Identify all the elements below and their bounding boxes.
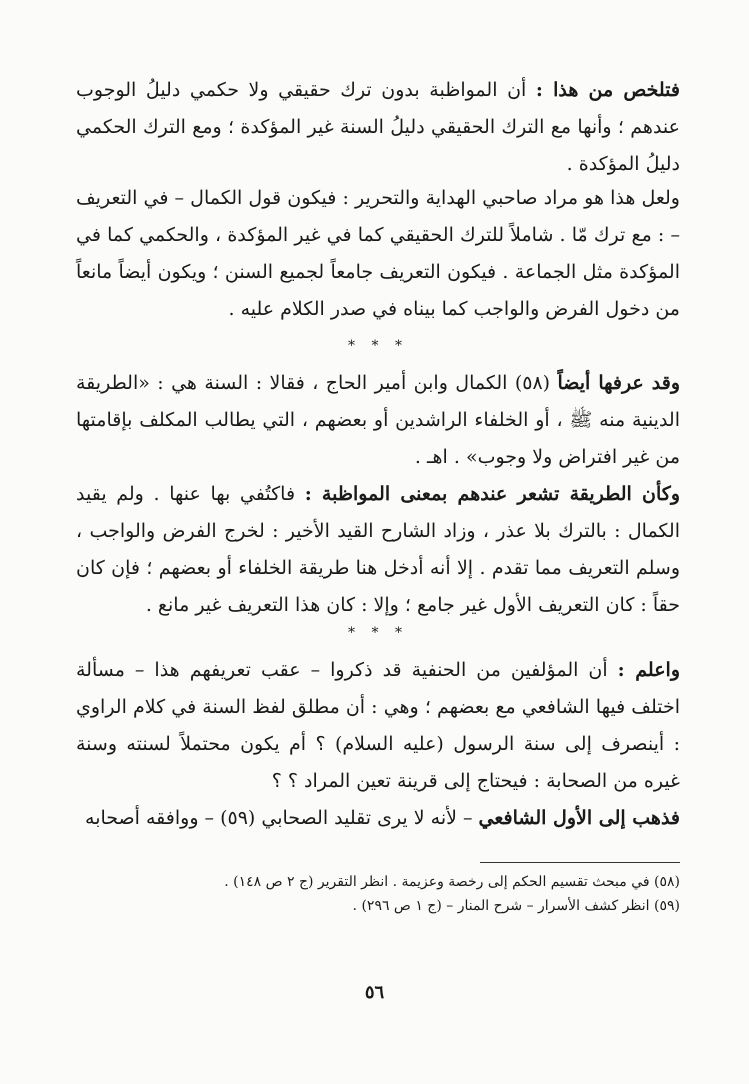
paragraph-summary	[76, 72, 680, 183]
paragraph-hidaya	[76, 180, 680, 328]
paragraph-lead: فتلخص من هذا :	[535, 79, 680, 101]
paragraph-text: أن المؤلفين من الحنفية قد ذكروا – عقب تعريفهم هذا – مسألة اختلف فيها الشافعي مع بعضهم ؛ وهي : أن مطلق لفظ السنة في كلام الراوي : أينصرف إلى سنة الرسول (عليه السلام) ؟ أم يكون محتملاً لسنته وسنة غيره من الصحابة : فيحتاج إلى قرينة تعين المراد ؟ ؟	[76, 659, 680, 792]
paragraph-definition	[76, 365, 680, 476]
paragraph-lead: فذهب إلى الأول الشافعي	[478, 807, 680, 829]
paragraph-text: ولعل هذا هو مراد صاحبي الهداية والتحرير : فيكون قول الكمال – في التعريف – : مع ترك مّا . شاملاً للترك الحقيقي كما في غير المؤكدة ، والحكمي كما في المؤكدة مثل الجماعة . فيكون التعريف جامعاً لجميع السنن ؛ ويكون أيضاً مانعاً من دخول الفرض والواجب كما بيناه في صدر الكلام عليه .	[76, 187, 680, 320]
paragraph-lead: واعلم :	[617, 659, 681, 681]
paragraph-know	[76, 652, 680, 800]
footnotes	[220, 870, 680, 918]
footnote-59: (٥٩) انظر كشف الأسرار – شرح المنار – (ج ١ ص ٢٩٦) .	[352, 898, 680, 914]
paragraph-text: أن المواظبة بدون ترك حقيقي ولا حكمي دليلُ الوجوب عندهم ؛ وأنها مع الترك الحقيقي دليلُ السنة غير المؤكدة ؛ ومع الترك الحكمي دليلُ المؤكدة .	[76, 79, 680, 175]
paragraph-lead: وقد عرفها أيضاً	[557, 372, 680, 394]
paragraph-lead: وكأن الطريقة تشعر عندهم بمعنى المواظبة :	[304, 483, 681, 505]
paragraph-text: (٥٨) الكمال وابن أمير الحاج ، فقالا : السنة هي : «الطريقة الدينية منه ﷺ ، أو الخلفاء الراشدين أو بعضهم ، التي يطالب المكلف بإقامتها من غير افتراض ولا وجوب» . اهـ .	[76, 372, 680, 468]
paragraph-text: فاكتُفي بها عنها . ولم يقيد الكمال : بالترك بلا عذر ، وزاد الشارح القيد الأخير : لخرج الفرض والواجب ، وسلم التعريف مما تقدم . إلا أنه أدخل هنا طريقة الخلفاء أو بعضهم ؛ فإن كان حقاً : كان التعريف الأول غير جامع ؛ وإلا : كان هذا التعريف غير مانع .	[76, 483, 680, 616]
footnote-divider	[480, 862, 680, 863]
paragraph-tariqa	[76, 476, 680, 624]
section-separator: * * *	[348, 338, 408, 354]
paragraph-text: – لأنه لا يرى تقليد الصحابي (٥٩) – ووافقه أصحابه	[85, 807, 479, 829]
page-number: ٥٦	[364, 982, 385, 1003]
paragraph-shafii	[76, 800, 680, 837]
footnote-58: (٥٨) في مبحث تقسيم الحكم إلى رخصة وعزيمة . انظر التقرير (ج ٢ ص ١٤٨) .	[224, 874, 680, 890]
section-separator: * * *	[348, 625, 408, 641]
